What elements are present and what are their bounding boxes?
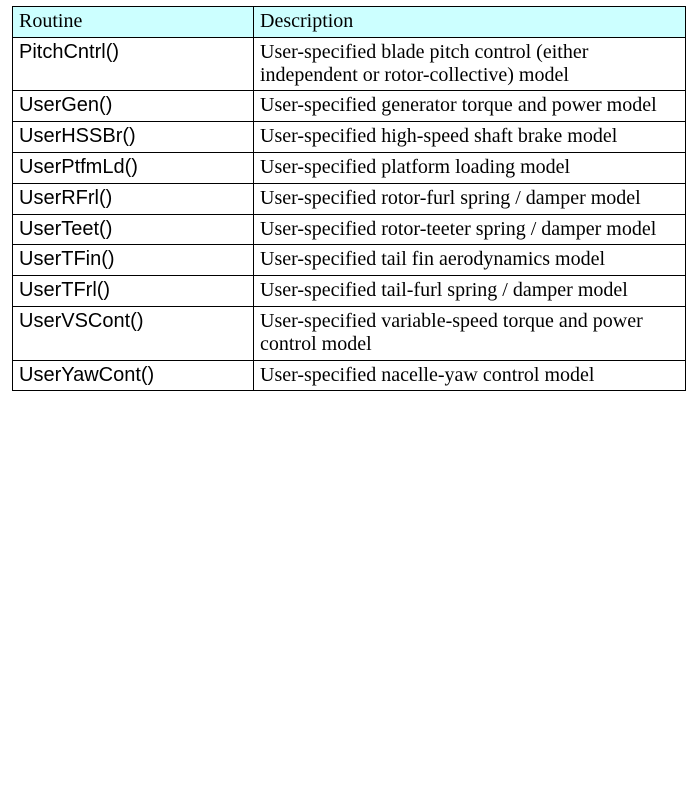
cell-description: User-specified nacelle-yaw control model	[254, 360, 686, 391]
table-body	[13, 37, 686, 391]
cell-description: User-specified high-speed shaft brake model	[254, 122, 686, 153]
cell-description: User-specified tail-furl spring / damper model	[254, 276, 686, 307]
table-row	[13, 91, 686, 122]
cell-description: User-specified rotor-teeter spring / damper model	[254, 214, 686, 245]
table-header	[13, 7, 686, 38]
cell-routine: UserYawCont()	[13, 360, 254, 391]
cell-routine: UserVSCont()	[13, 306, 254, 360]
table-row	[13, 276, 686, 307]
table-row	[13, 306, 686, 360]
cell-routine: UserTeet()	[13, 214, 254, 245]
cell-routine: UserRFrl()	[13, 183, 254, 214]
table-row	[13, 183, 686, 214]
table-row	[13, 245, 686, 276]
table-row	[13, 122, 686, 153]
cell-routine: UserHSSBr()	[13, 122, 254, 153]
cell-routine: UserPtfmLd()	[13, 152, 254, 183]
routines-table	[12, 6, 686, 391]
cell-description: User-specified platform loading model	[254, 152, 686, 183]
table-row	[13, 360, 686, 391]
cell-description: User-specified tail fin aerodynamics model	[254, 245, 686, 276]
cell-routine: UserGen()	[13, 91, 254, 122]
table-row	[13, 152, 686, 183]
cell-description: User-specified variable-speed torque and power control model	[254, 306, 686, 360]
column-header-routine: Routine	[13, 7, 254, 38]
cell-routine: UserTFrl()	[13, 276, 254, 307]
column-header-description: Description	[254, 7, 686, 38]
cell-description: User-specified generator torque and power model	[254, 91, 686, 122]
table-row	[13, 37, 686, 91]
cell-routine: PitchCntrl()	[13, 37, 254, 91]
cell-routine: UserTFin()	[13, 245, 254, 276]
table-container	[0, 0, 693, 391]
cell-description: User-specified blade pitch control (either independent or rotor-collective) model	[254, 37, 686, 91]
table-header-row	[13, 7, 686, 38]
table-row	[13, 214, 686, 245]
cell-description: User-specified rotor-furl spring / damper model	[254, 183, 686, 214]
